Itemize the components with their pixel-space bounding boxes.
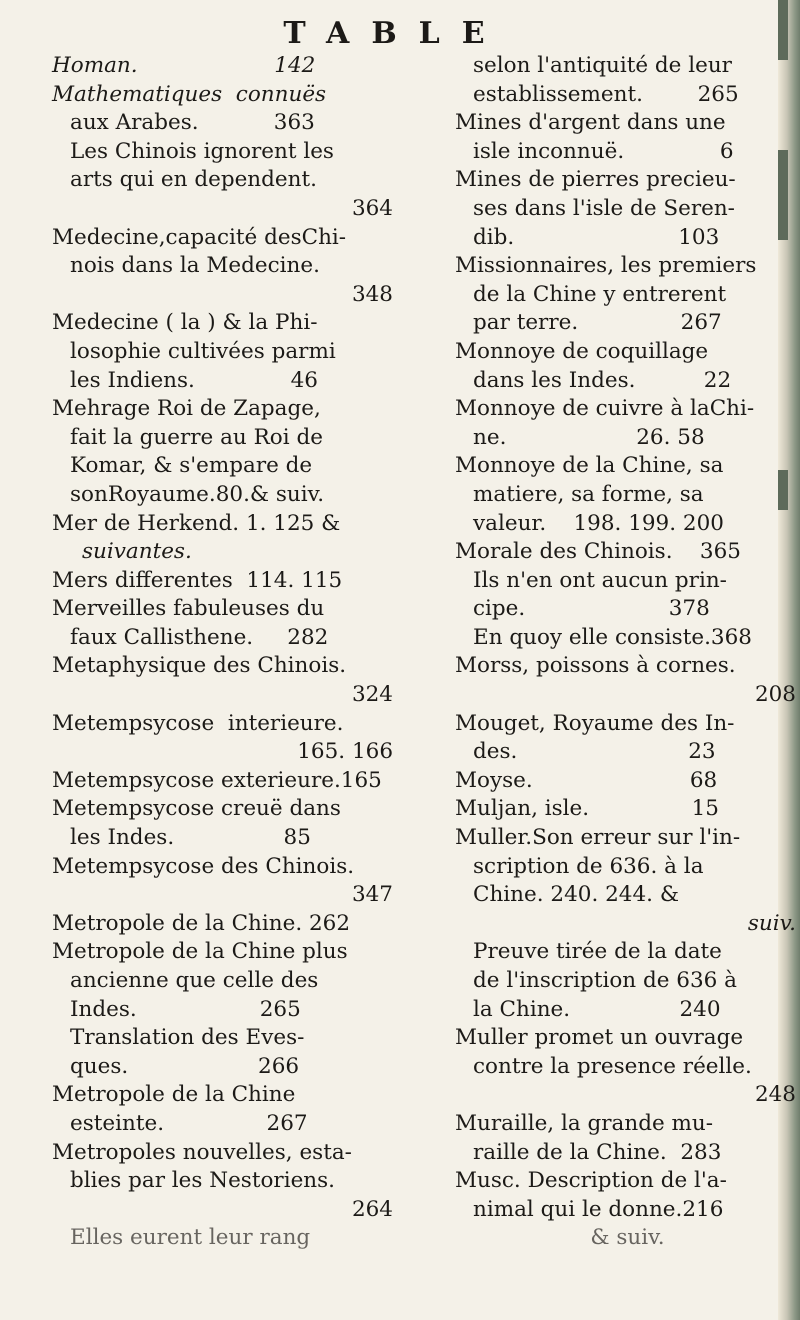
index-line: Metempsycose interieure. (52, 710, 344, 736)
index-line: Mathematiques connuës (52, 81, 327, 107)
index-line: Medecine,capacité desChi- (52, 224, 347, 250)
index-line: losophie cultivées parmi (70, 338, 336, 364)
index-line: Mines de pierres precieu- (455, 167, 736, 193)
index-line: de l'inscription de 636 à (473, 968, 737, 993)
running-title: TABLE (283, 16, 507, 51)
index-line: & suiv. (590, 1225, 665, 1251)
index-line: Mines d'argent dans une (455, 110, 726, 136)
index-column-left (52, 52, 397, 1253)
index-line: nimal qui le donne.216 (473, 1196, 724, 1222)
index-line: les Indiens. 46 (70, 367, 318, 393)
index-column-right (455, 52, 800, 1253)
index-line: Muljan, isle. 15 (455, 796, 719, 822)
index-line: de la Chine y entrerent (473, 281, 727, 307)
index-line: faux Callisthene. 282 (70, 624, 329, 650)
index-line: la Chine. 240 (473, 996, 721, 1022)
index-line: esteinte. 267 (70, 1110, 308, 1136)
index-line: par terre. 267 (473, 310, 722, 336)
index-line: Metropole de la Chine plus (52, 939, 348, 965)
index-line: dib. 103 (473, 224, 720, 250)
index-line: Les Chinois ignorent les (70, 138, 334, 164)
index-line: aux Arabes. 363 (70, 110, 315, 136)
index-line: Missionnaires, les premiers (455, 253, 757, 279)
index-line: arts qui en dependent. (70, 167, 317, 193)
index-line: Muller promet un ouvrage (455, 1025, 744, 1051)
index-line: En quoy elle consiste.368 (473, 624, 752, 650)
index-line: sonRoyaume.80.& suiv. (70, 481, 325, 507)
index-line: scription de 636. à la (473, 853, 704, 879)
index-line: 324 (351, 682, 393, 708)
index-line: Mers differentes 114. 115 (52, 567, 343, 593)
index-line: valeur. 198. 199. 200 (473, 510, 724, 536)
index-line: Moyse. 68 (455, 767, 718, 793)
index-line: 347 (351, 882, 393, 908)
index-line: ques. 266 (70, 1053, 300, 1079)
index-line: Komar, & s'empare de (70, 453, 313, 479)
index-line: Indes. 265 (70, 996, 301, 1022)
index-line: blies par les Nestoriens. (70, 1168, 336, 1194)
index-line: des. 23 (473, 739, 716, 765)
index-line: 264 (351, 1196, 393, 1222)
index-line: contre la presence réelle. (473, 1053, 752, 1079)
index-line: 165. 166 (297, 739, 393, 765)
index-line: les Indes. 85 (70, 825, 311, 851)
index-line: Monnoye de coquillage (455, 338, 709, 364)
index-line: Translation des Eves- (70, 1025, 305, 1051)
index-line: Metempsycose creuë dans (52, 796, 341, 822)
index-line: isle inconnuë. 6 (473, 138, 734, 164)
index-line: ancienne que celle des (70, 968, 319, 993)
index-line: Metropole de la Chine (52, 1082, 296, 1108)
index-line: Mer de Herkend. 1. 125 & (52, 510, 341, 536)
index-line: Mouget, Royaume des In- (455, 710, 735, 736)
index-line: Monnoye de la Chine, sa (455, 453, 724, 479)
index-line: 248 (754, 1082, 796, 1108)
index-line: Merveilles fabuleuses du (52, 596, 325, 622)
index-line: fait la guerre au Roi de (70, 424, 323, 450)
index-line: Medecine ( la ) & la Phi- (52, 310, 318, 336)
index-line: Metempsycose exterieure.165 (52, 767, 382, 793)
index-line: Ils n'en ont aucun prin- (473, 567, 727, 593)
index-line: suiv. (747, 910, 796, 936)
index-line: ne. 26. 58 (473, 424, 705, 450)
index-line: Morss, poissons à cornes. (455, 653, 736, 679)
index-line: Monnoye de cuivre à laChi- (455, 396, 755, 422)
index-line: selon l'antiquité de leur (473, 53, 732, 78)
index-line: Musc. Description de l'a- (455, 1168, 727, 1194)
index-line: Homan. 142 (52, 53, 316, 78)
index-line: Muraille, la grande mu- (455, 1110, 714, 1136)
index-line: ses dans l'isle de Seren- (473, 195, 735, 221)
edge-notch (778, 0, 788, 60)
index-line: suivantes. (82, 539, 192, 565)
index-line: nois dans la Medecine. (70, 253, 320, 279)
index-line: Metaphysique des Chinois. (52, 653, 347, 679)
index-line: Preuve tirée de la date (473, 939, 722, 965)
index-line: dans les Indes. 22 (473, 367, 732, 393)
index-line: Mehrage Roi de Zapage, (52, 396, 321, 422)
index-line: cipe. 378 (473, 596, 710, 622)
index-line: Muller.Son erreur sur l'in- (455, 825, 741, 851)
index-line: 208 (754, 682, 796, 708)
index-line: Metropole de la Chine. 262 (52, 910, 351, 936)
index-line: Metempsycose des Chinois. (52, 853, 355, 879)
index-line: Morale des Chinois. 365 (455, 539, 741, 565)
index-line: 364 (351, 195, 393, 221)
index-line: establissement. 265 (473, 81, 739, 107)
index-line: raille de la Chine. 283 (473, 1139, 722, 1165)
index-line: 348 (351, 281, 393, 307)
index-line: Metropoles nouvelles, esta- (52, 1139, 352, 1165)
index-line: Chine. 240. 244. & (473, 882, 679, 908)
index-line: matiere, sa forme, sa (473, 481, 704, 507)
index-line: Elles eurent leur rang (70, 1225, 311, 1251)
